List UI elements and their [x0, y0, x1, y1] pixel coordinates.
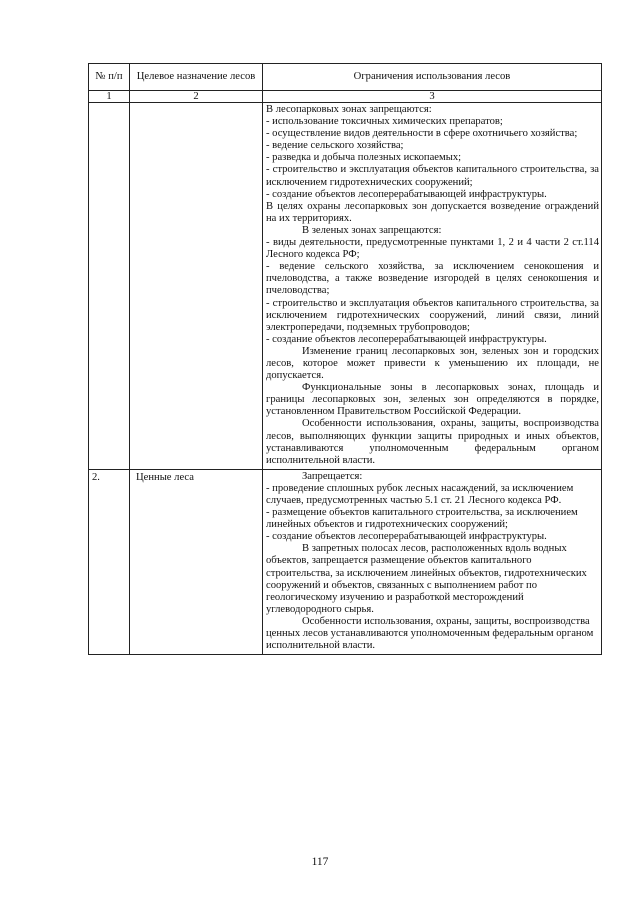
text-paragraph: - проведение сплошных рубок лесных насаждений, за исключением случаев, предусмотренных частью 5.1 ст. 21 Лесного кодекса РФ.	[266, 482, 574, 506]
header-purpose: Целевое назначение лесов	[130, 64, 263, 91]
table-header-row	[89, 64, 602, 91]
row-purpose	[130, 103, 263, 470]
text-paragraph: В зеленых зонах запрещаются:	[302, 224, 442, 236]
table-row	[89, 469, 602, 654]
text-paragraph: Особенности использования, охраны, защиты, воспроизводства лесов, выполняющих функции защиты природных и иных объектов, устанавливаются уполномоченным федеральным органом исполнительной власти.	[266, 418, 599, 466]
header-restrictions: Ограничения использования лесов	[263, 64, 602, 91]
text-paragraph: - ведение сельского хозяйства, за исключением сенокошения и пчеловодства, а также возведение изгородей в целях сенокошения и пчеловодства;	[266, 261, 599, 297]
text-paragraph: - создание объектов лесоперерабатывающей инфраструктуры.	[266, 188, 547, 200]
row-restrictions	[263, 469, 602, 654]
text-paragraph: - использование токсичных химических препаратов;	[266, 116, 503, 128]
header-number: № п/п	[89, 64, 130, 91]
row-number	[89, 103, 130, 470]
text-paragraph: - виды деятельности, предусмотренные пунктами 1, 2 и 4 части 2 ст.114 Лесного кодекса РФ;	[266, 237, 599, 261]
forest-restrictions-table	[88, 63, 602, 655]
row-restrictions	[263, 103, 602, 470]
text-paragraph: - разведка и добыча полезных ископаемых;	[266, 152, 462, 164]
text-paragraph: - размещение объектов капитального строительства, за исключением линейных объектов и гидротехнических сооружений;	[266, 507, 578, 531]
document-table-container	[88, 63, 601, 655]
row-number: 2.	[89, 469, 130, 654]
text-paragraph: В лесопарковых зонах запрещаются:	[266, 104, 432, 115]
text-paragraph: - создание объектов лесоперерабатывающей инфраструктуры.	[266, 333, 547, 345]
column-number: 1	[89, 91, 130, 103]
column-number-row	[89, 91, 602, 103]
column-number: 3	[263, 91, 602, 103]
text-paragraph: - ведение сельского хозяйства;	[266, 140, 404, 152]
text-paragraph: Функциональные зоны в лесопарковых зонах, площадь и границы лесопарковых зон, зеленых зон определяются в порядке, установленном Правительством Российской Федерации.	[266, 382, 599, 418]
text-paragraph: Особенности использования, охраны, защиты, воспроизводства ценных лесов устанавливаются уполномоченным федеральным органом исполнительной власти.	[266, 615, 594, 652]
text-paragraph: В запретных полосах лесов, расположенных вдоль водных объектов, запрещается размещение объектов капитального строительства, за исключением линейных объектов, гидротехнических сооружений и объектов, связанных с выполнением работ по геологическому изучению и разработкой месторождений углеводородного сырья.	[266, 543, 587, 615]
text-paragraph: В целях охраны лесопарковых зон допускается возведение ограждений на их территориях.	[266, 200, 599, 224]
text-paragraph: - строительство и эксплуатация объектов капитального строительства, за исключением гидротехнических сооружений;	[266, 164, 599, 188]
text-paragraph: - осуществление видов деятельности в сфере охотничьего хозяйства;	[266, 128, 578, 140]
row-purpose: Ценные леса	[130, 469, 263, 654]
text-paragraph: Изменение границ лесопарковых зон, зеленых зон и городских лесов, которое может привести к уменьшению их площади, не допускается.	[266, 345, 599, 382]
text-paragraph: - строительство и эксплуатация объектов капитального строительства, за исключением гидротехнических сооружений, линий связи, линий электропередачи, подземных трубопроводов;	[266, 297, 599, 333]
page-number: 117	[311, 856, 329, 868]
text-paragraph: - создание объектов лесоперерабатывающей инфраструктуры.	[266, 531, 547, 543]
text-paragraph: Запрещается:	[302, 470, 363, 482]
table-row	[89, 103, 602, 470]
column-number: 2	[130, 91, 263, 103]
